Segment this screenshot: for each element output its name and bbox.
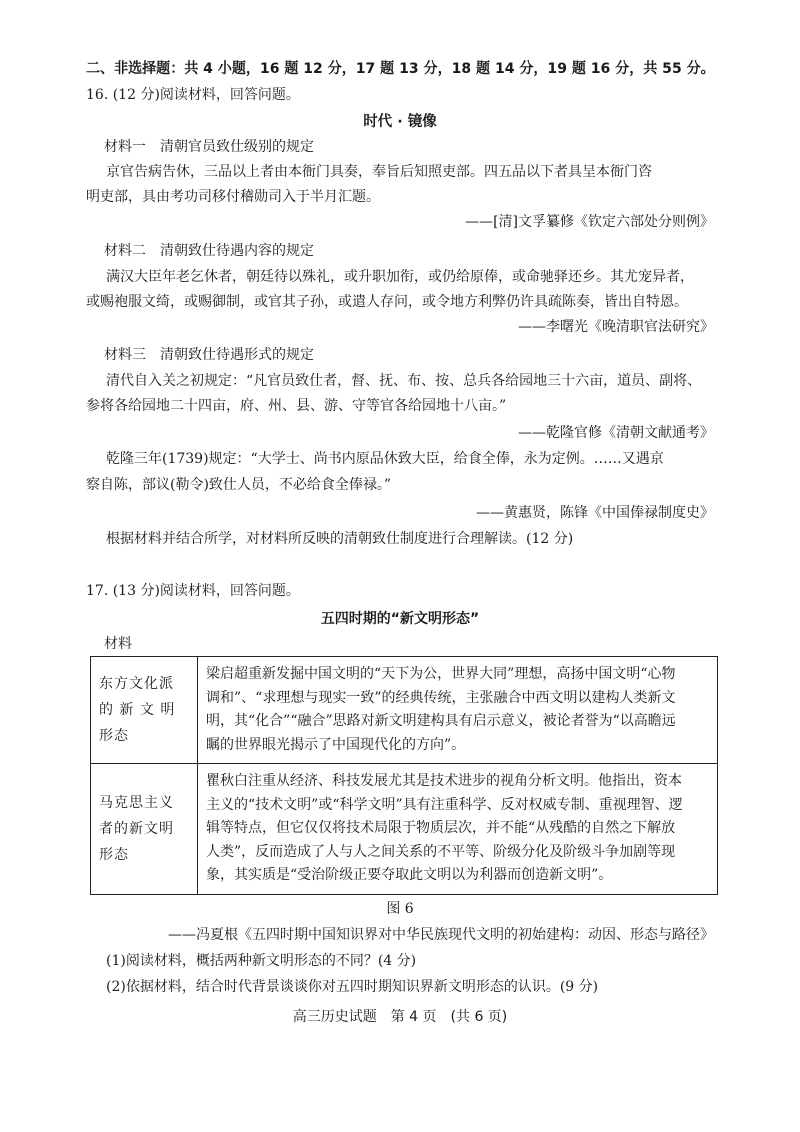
q16-m1-line: 明吏部，具由考功司移付稽勋司入于半月汇题。 [86, 189, 380, 205]
table-row-label: 马克思主义 者的新文明 形态 [91, 764, 198, 895]
q16-m3-line2: 察自陈，部议(勒令)致仕人员，不必给食全俸禄。” [86, 477, 392, 493]
page-footer: 高三历史试题 第 4 页 (共 6 页) [292, 1009, 508, 1025]
q16-stem: 16. (12 分)阅读材料，回答问题。 [86, 87, 300, 103]
q17-sub-question-2: (2)依据材料，结合时代背景谈谈你对五四时期知识界新文明形态的认识。(9 分) [106, 979, 599, 995]
q16-m2-head: 材料二 清朝致仕待遇内容的规定 [104, 243, 314, 259]
q16-m3-line: 清代自入关之初规定：“凡官员致仕者，督、抚、布、按、总兵各给园地三十六亩，道员、副将、 [106, 373, 702, 389]
q17-stem: 17. (13 分)阅读材料，回答问题。 [86, 583, 300, 599]
q17-title: 五四时期的“新文明形态” [320, 611, 480, 627]
q16-m1-line: 京官告病告休，三品以上者由本衙门具奏，奉旨后知照吏部。四五品以下者具呈本衙门咨 [106, 164, 652, 180]
table-row-content: 梁启超重新发掘中国文明的“天下为公，世界大同”理想，高扬中国文明“心物 调和”、“求理想与现实一致”的经典传统，主张融合中西文明以建构人类新文 明，其“化合”“融合”思路对新文明建构具有启示意义，被论者誉为“以高瞻远 瞩的世界眼光揭示了中国现代化的方向”。 [198, 657, 718, 764]
q16-m1-source: ——[清]文孚纂修《钦定六部处分则例》 [465, 214, 714, 230]
q16-m3-source: ——乾隆官修《清朝文献通考》 [518, 425, 714, 441]
q16-task: 根据材料并结合所学，对材料所反映的清朝致仕制度进行合理解读。(12 分) [106, 531, 574, 547]
q17-sub-question-1: (1)阅读材料，概括两种新文明形态的不同？(4 分) [106, 953, 417, 969]
q16-m3-source2: ——黄惠贤，陈锋《中国俸禄制度史》 [476, 505, 714, 521]
q16-title: 时代 · 镜像 [363, 114, 437, 130]
q16-m2-source: ——李曙光《晚清职官法研究》 [518, 319, 714, 335]
table-row-content: 瞿秋白注重从经济、科技发展尤其是技术进步的视角分析文明。他指出，资本 主义的“技术文明”或“科学文明”具有注重科学、反对权威专制、重视理智、逻 辑等特点，但它仅仅将技术局限于物质层次，并不能“从残酷的自然之下解放 人类”，反而造成了人与人之间关系的不平等、阶级分化及阶级斗争加剧等现 象，其实质是“受治阶级正要夺取此文明以为利器而创造新文明”。 [198, 764, 718, 895]
q16-m3-line2: 乾隆三年(1739)规定：“大学士、尚书内原品休致大臣，给食全俸，永为定例。……又遇京 [106, 451, 664, 467]
q16-m1-head: 材料一 清朝官员致仕级别的规定 [104, 139, 314, 155]
table-row [91, 764, 718, 895]
q16-m3-head: 材料三 清朝致仕待遇形式的规定 [104, 347, 314, 363]
q17-material-label: 材料 [104, 636, 132, 652]
table-row-label: 东方文化派 的 新 文 明 形态 [91, 657, 198, 764]
q16-m2-line: 或赐袍服文绮，或赐御制，或官其子孙，或遣人存问，或令地方利弊仍许具疏陈奏，皆出自特恩。 [86, 294, 688, 310]
q17-source: ——冯夏根《五四时期中国知识界对中华民族现代文明的初始建构：动因、形态与路径》 [168, 927, 714, 943]
q16-m3-line: 参将各给园地二十四亩，府、州、县、游、守等官各给园地十八亩。” [86, 398, 507, 414]
material-table [90, 656, 718, 895]
table-row [91, 657, 718, 764]
q16-m2-line: 满汉大臣年老乞休者，朝廷待以殊礼，或升职加衔，或仍给原俸，或命驰驿还乡。其尤宠异者， [106, 269, 694, 285]
figure-caption: 图 6 [386, 901, 414, 917]
section-header: 二、非选择题：共 4 小题，16 题 12 分，17 题 13 分，18 题 14 分，19 题 16 分，共 55 分。 [86, 61, 715, 77]
